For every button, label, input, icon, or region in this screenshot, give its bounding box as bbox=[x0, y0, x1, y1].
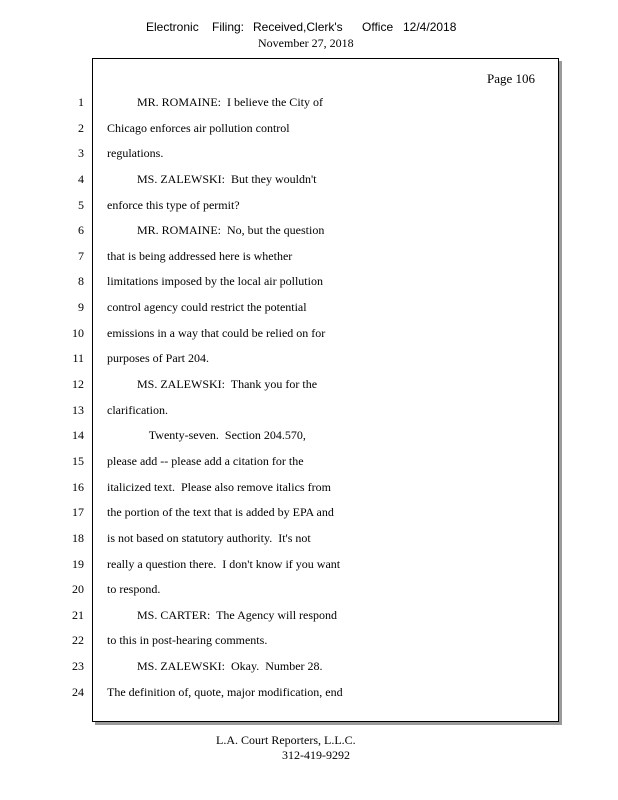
transcript-line: MR. ROMAINE: No, but the question bbox=[107, 223, 325, 238]
transcript-line: control agency could restrict the potential bbox=[107, 300, 307, 315]
transcript-line: emissions in a way that could be relied on for bbox=[107, 325, 326, 340]
transcript-line: the portion of the text that is added by EPA and bbox=[107, 505, 334, 520]
page-number: Page 106 bbox=[486, 71, 535, 86]
line-number: 23 bbox=[72, 659, 84, 674]
transcript-line: MS. ZALEWSKI: Okay. Number 28. bbox=[107, 659, 323, 674]
line-number: 7 bbox=[78, 248, 84, 263]
transcript-line: MR. ROMAINE: I believe the City of bbox=[107, 95, 323, 109]
stamp-word: Electronic bbox=[146, 20, 199, 34]
transcript-line: italicized text. Please also remove italics from bbox=[107, 479, 331, 494]
line-number: 24 bbox=[72, 684, 84, 699]
transcript-line: enforce this type of permit? bbox=[107, 197, 240, 212]
transcript-line: to respond. bbox=[107, 582, 161, 597]
line-number: 19 bbox=[72, 556, 84, 571]
line-number: 14 bbox=[72, 428, 84, 443]
transcript-line: clarification. bbox=[107, 402, 168, 417]
line-number: 10 bbox=[72, 325, 84, 340]
transcript-line: regulations. bbox=[107, 146, 164, 161]
line-number: 17 bbox=[72, 505, 84, 520]
transcript-line: purposes of Part 204. bbox=[107, 351, 209, 366]
transcript-line: to this in post-hearing comments. bbox=[107, 633, 268, 648]
line-number: 16 bbox=[72, 479, 84, 494]
transcript-line: Twenty-seven. Section 204.570, bbox=[107, 428, 306, 443]
court-reporter-phone: 312-419-9292 bbox=[282, 748, 350, 762]
stamp-word: Office bbox=[362, 20, 394, 34]
transcript-line: is not based on statutory authority. It's not bbox=[107, 530, 311, 545]
transcript-text bbox=[107, 94, 547, 709]
transcript-line: really a question there. I don't know if you want bbox=[107, 556, 341, 571]
transcript-line: limitations imposed by the local air pollution bbox=[107, 274, 323, 289]
filed-date: November 27, 2018 bbox=[258, 36, 354, 50]
stamp-word: Received,Clerk's bbox=[253, 20, 343, 34]
transcript-line: that is being addressed here is whether bbox=[107, 248, 293, 263]
line-number-column bbox=[62, 94, 84, 709]
line-number: 15 bbox=[72, 453, 84, 468]
transcript-line: Chicago enforces air pollution control bbox=[107, 120, 290, 135]
line-number: 6 bbox=[78, 223, 84, 238]
transcript-line: The definition of, quote, major modification, end bbox=[107, 684, 343, 699]
transcript-line: MS. ZALEWSKI: Thank you for the bbox=[107, 377, 318, 392]
line-number: 4 bbox=[78, 171, 84, 186]
line-number: 3 bbox=[78, 146, 84, 161]
court-reporter-name: L.A. Court Reporters, L.L.C. bbox=[216, 733, 356, 747]
transcript-line: MS. ZALEWSKI: But they wouldn't bbox=[107, 171, 317, 186]
line-number: 13 bbox=[72, 402, 84, 417]
line-number: 2 bbox=[78, 120, 84, 135]
transcript-line: MS. CARTER: The Agency will respond bbox=[107, 607, 338, 622]
line-number: 22 bbox=[72, 633, 84, 648]
line-number: 11 bbox=[72, 351, 84, 366]
line-number: 21 bbox=[72, 607, 84, 622]
line-number: 1 bbox=[78, 95, 84, 109]
line-number: 8 bbox=[78, 274, 84, 289]
line-number: 9 bbox=[78, 300, 84, 315]
line-number: 18 bbox=[72, 530, 84, 545]
line-number: 5 bbox=[78, 197, 84, 212]
transcript-line: please add -- please add a citation for the bbox=[107, 453, 304, 468]
stamp-word: 12/4/2018 bbox=[403, 20, 457, 34]
line-number: 12 bbox=[72, 377, 84, 392]
line-number: 20 bbox=[72, 582, 84, 597]
stamp-word: Filing: bbox=[212, 20, 245, 34]
